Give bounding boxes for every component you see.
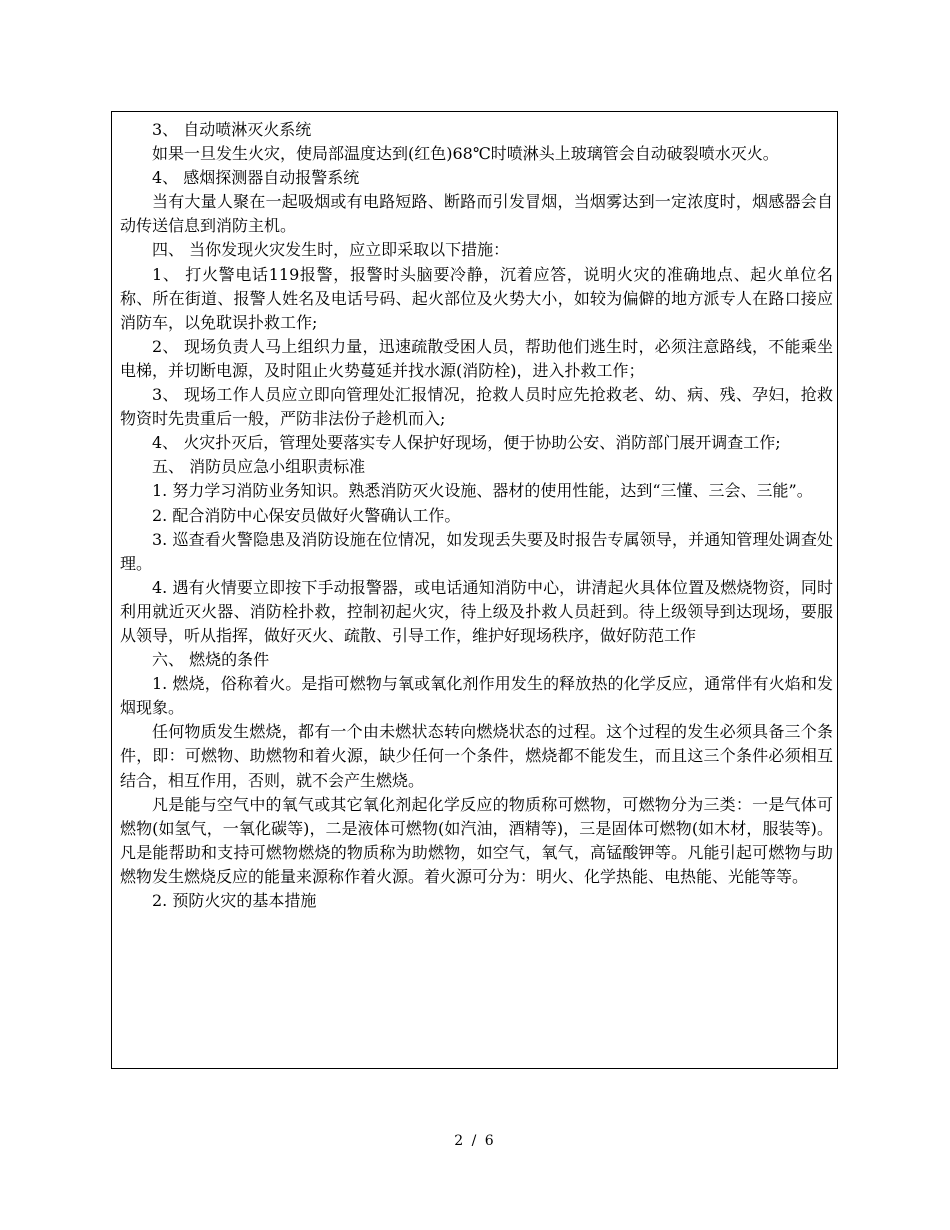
paragraph-heading-smoke-detector: 4、 感烟探测器自动报警系统 (152, 168, 360, 188)
section-heading-6: 六、 燃烧的条件 (152, 650, 270, 670)
paragraph: 当有大量人聚在一起吸烟或有电路短路、断路而引发冒烟，当烟雾达到一定浓度时，烟感器会自动传送信息到消防主机。 (120, 192, 833, 236)
paragraph: 任何物质发生燃烧，都有一个由未燃状态转向燃烧状态的过程。这个过程的发生必须具备三个条件，即：可燃物、助燃物和着火源，缺少任何一个条件，燃烧都不能发生，而且这三个条件必须相互结合，相互作用，否则，就不会产生燃烧。 (120, 722, 833, 790)
paragraph: 4、 火灾扑灭后，管理处要落实专人保护好现场，便于协助公安、消防部门展开调查工作; (152, 433, 781, 453)
paragraph: 1、 打火警电话119报警，报警时头脑要冷静，沉着应答，说明火灾的准确地点、起火单位名称、所在街道、报警人姓名及电话号码、起火部位及火势大小，如较为偏僻的地方派专人在路口接应消防车，以免耽误扑救工作; (120, 264, 833, 332)
document-body (111, 111, 838, 1069)
paragraph-heading-sprinkler: 3、 自动喷淋灭火系统 (152, 120, 312, 139)
paragraph: 2. 配合消防中心保安员做好火警确认工作。 (152, 505, 461, 525)
paragraph: 2. 预防火灾的基本措施 (152, 891, 317, 910)
paragraph: 凡是能与空气中的氧气或其它氧化剂起化学反应的物质称可燃物，可燃物分为三类：一是气体可燃物(如氢气，一氧化碳等)，二是液体可燃物(如汽油，酒精等)，三是固体可燃物(如木材，服装等)。凡是能帮助和支持可燃物燃烧的物质称为助燃物，如空气，氧气，高锰酸钾等。凡能引起可燃物与助燃物发生燃烧反应的能量来源称作着火源。着火源可分为：明火、化学热能、电热能、光能等等。 (120, 794, 833, 886)
section-heading-5: 五、 消防员应急小组职责标准 (152, 457, 366, 477)
section-heading-4: 四、 当你发现火灾发生时，应立即采取以下措施： (152, 240, 510, 260)
paragraph: 3. 巡查看火警隐患及消防设施在位情况，如发现丢失要及时报告专属领导，并通知管理处调查处理。 (120, 529, 833, 573)
paragraph: 1. 努力学习消防业务知识。熟悉消防灭火设施、器材的使用性能，达到“三懂、三会、三能”。 (152, 481, 813, 501)
paragraph: 2、 现场负责人马上组织力量，迅速疏散受困人员，帮助他们逃生时，必须注意路线，不能乘坐电梯，并切断电源，及时阻止火势蔓延并找水源(消防栓)，进入扑救工作； (120, 336, 833, 380)
page-number: 2 / 6 (454, 1133, 496, 1149)
paragraph: 1. 燃烧，俗称着火。是指可燃物与氧或氧化剂作用发生的释放热的化学反应，通常伴有火焰和发烟现象。 (120, 674, 833, 718)
paragraph: 4. 遇有火情要立即按下手动报警器，或电话通知消防中心，讲清起火具体位置及燃烧物资，同时利用就近灭火器、消防栓扑救，控制初起火灾，待上级及扑救人员赶到。待上级领导到达现场，要服从领导，听从指挥，做好灭火、疏散、引导工作，维护好现场秩序，做好防范工作 (120, 577, 833, 645)
paragraph: 3、 现场工作人员应立即向管理处汇报情况，抢救人员时应先抢救老、幼、病、残、孕妇，抢救物资时先贵重后一般，严防非法份子趁机而入; (120, 385, 833, 429)
paragraph: 如果一旦发生火灾，使局部温度达到(红色)68℃时喷淋头上玻璃管会自动破裂喷水灭火。 (152, 144, 779, 164)
